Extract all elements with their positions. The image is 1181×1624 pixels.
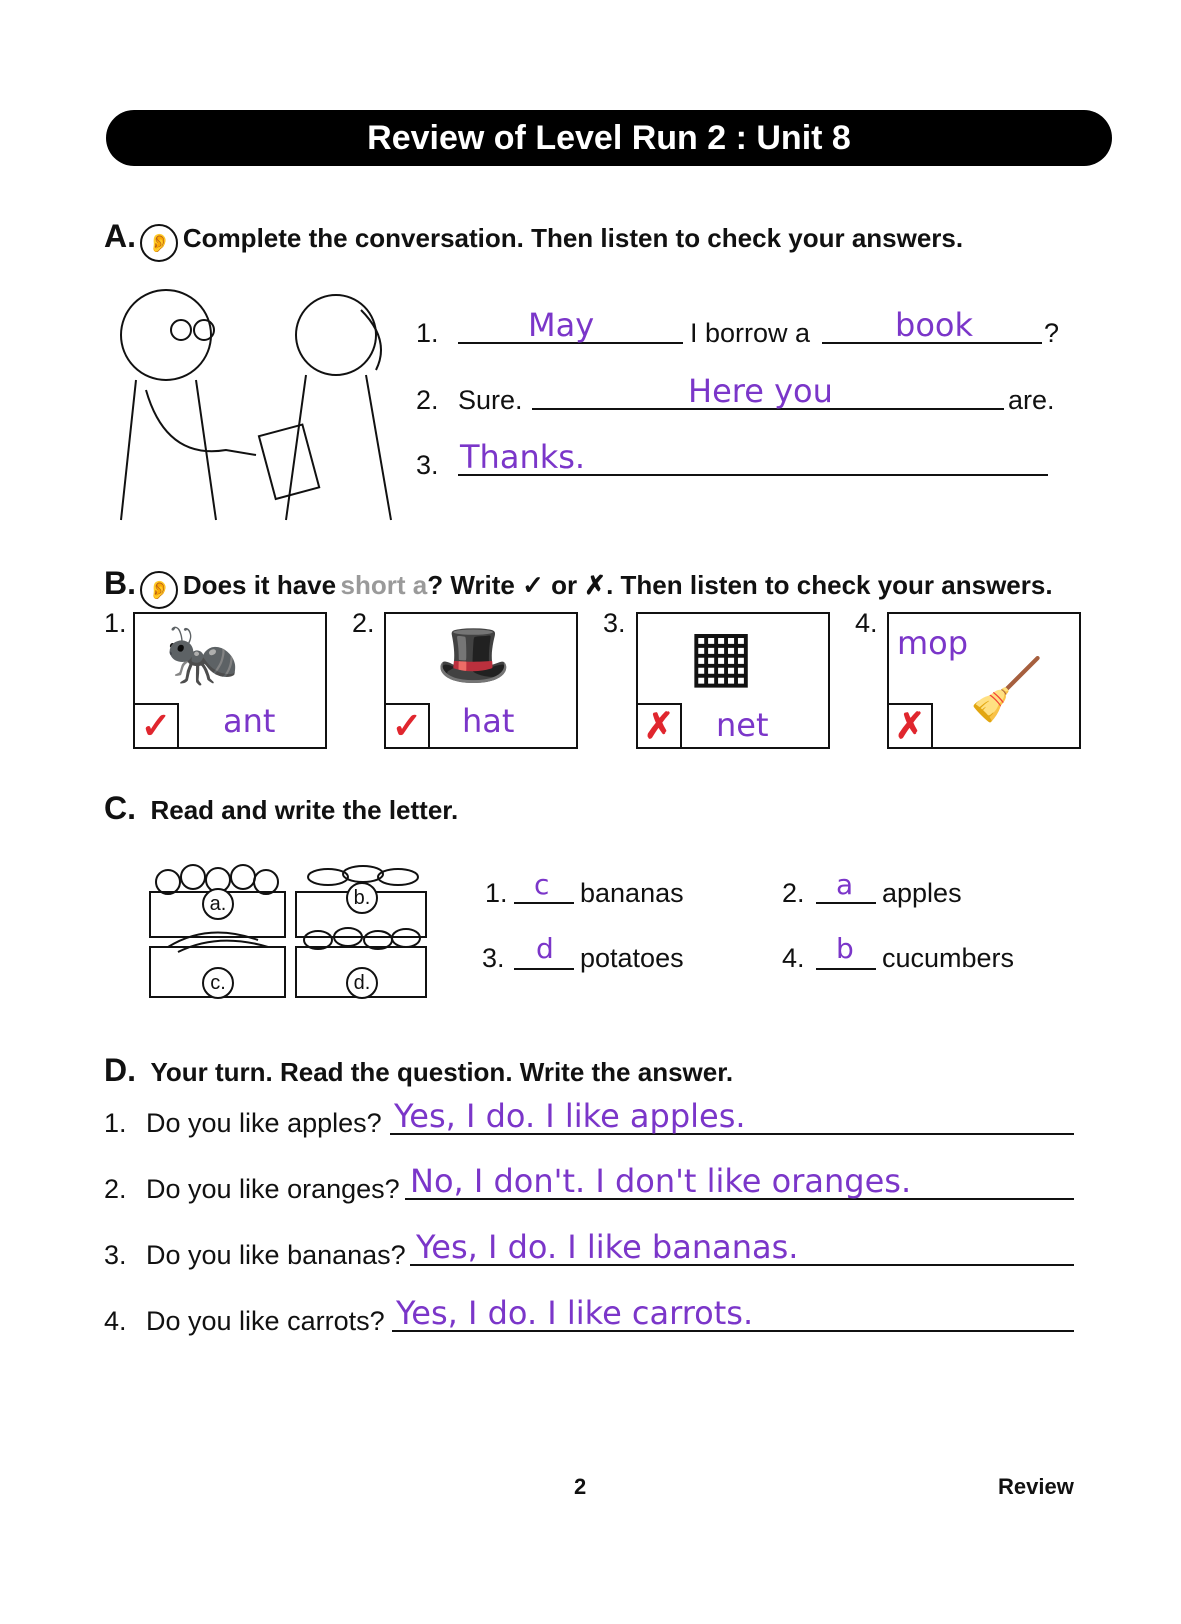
- section-b-instr-2: ? Write ✓ or ✗. Then listen to check your answers.: [427, 570, 1053, 600]
- d4-question: Do you like carrots?: [146, 1306, 385, 1336]
- d-num-4: 4.: [104, 1306, 127, 1336]
- c1-blank[interactable]: [514, 902, 574, 904]
- crates-illustration: [148, 852, 430, 1002]
- d3-question: Do you like bananas?: [146, 1240, 406, 1270]
- a1-answer-2: book: [895, 306, 973, 344]
- d4-answer: Yes, I do. I like carrots.: [396, 1294, 754, 1332]
- boy-head: [121, 290, 211, 380]
- hat-picture: 🎩: [436, 621, 511, 688]
- c1-answer: c: [534, 868, 550, 901]
- b-word-3: net: [716, 706, 769, 744]
- b-item-hat: [384, 612, 578, 749]
- b-mark-2[interactable]: ✓: [386, 703, 430, 747]
- b-num-4: 4.: [855, 608, 878, 638]
- b-mark-1[interactable]: ✓: [135, 703, 179, 747]
- c2-answer: a: [836, 868, 854, 901]
- section-d-header: [104, 1052, 733, 1089]
- d-num-2: 2.: [104, 1174, 127, 1204]
- d-num-1: 1.: [104, 1108, 127, 1138]
- a1-text-end: ?: [1044, 318, 1060, 348]
- d3-answer: Yes, I do. I like bananas.: [416, 1228, 799, 1266]
- d1-answer: Yes, I do. I like apples.: [394, 1097, 746, 1135]
- b-num-1: 1.: [104, 608, 127, 638]
- a2-text-end: are.: [1008, 385, 1055, 415]
- section-a-letter: A.: [104, 218, 136, 254]
- b-mark-4[interactable]: ✗: [889, 703, 933, 747]
- section-b-header: [104, 565, 1053, 609]
- a-num-3: 3.: [416, 450, 439, 480]
- section-d-instruction: Your turn. Read the question. Write the answer.: [150, 1057, 734, 1087]
- c3-blank[interactable]: [514, 968, 574, 970]
- section-a-instruction: Complete the conversation. Then listen to check your answers.: [182, 223, 964, 253]
- listen-icon: 👂: [140, 224, 178, 262]
- b-word-1: ant: [223, 702, 276, 740]
- b-word-2: hat: [462, 702, 515, 740]
- girl-head: [296, 295, 376, 375]
- d1-question: Do you like apples?: [146, 1108, 382, 1138]
- crates-drawing: [148, 852, 430, 1002]
- mop-picture: 🧹: [969, 656, 1044, 723]
- page-number: 2: [574, 1474, 587, 1499]
- crate-label-d: d.: [346, 967, 378, 999]
- section-c-header: [104, 790, 458, 827]
- section-c-letter: C.: [104, 790, 136, 826]
- d2-question: Do you like oranges?: [146, 1174, 400, 1204]
- c-num-3: 3.: [482, 943, 505, 973]
- c3-answer: d: [536, 932, 554, 965]
- section-a-header: [104, 218, 963, 262]
- b-item-mop: [887, 612, 1081, 749]
- ant-picture: 🐜: [165, 621, 240, 688]
- c-num-1: 1.: [485, 878, 508, 908]
- footer-label: Review: [998, 1474, 1074, 1499]
- net-picture: ▦: [688, 616, 755, 694]
- c2-blank[interactable]: [816, 902, 876, 904]
- c4-blank[interactable]: [816, 968, 876, 970]
- page-title: Review of Level Run 2 : Unit 8: [106, 110, 1112, 166]
- b-item-ant: [133, 612, 327, 749]
- d2-answer: No, I don't. I don't like oranges.: [410, 1162, 912, 1200]
- c2-word: apples: [882, 878, 962, 908]
- section-b-instr-1: Does it have: [182, 570, 337, 600]
- a1-text-mid: I borrow a: [690, 318, 811, 348]
- d-num-3: 3.: [104, 1240, 127, 1270]
- crate-label-c: c.: [202, 967, 234, 999]
- c-num-4: 4.: [782, 943, 805, 973]
- book-picture: [259, 425, 319, 499]
- b-num-2: 2.: [352, 608, 375, 638]
- a2-answer: Here you: [688, 372, 833, 410]
- c3-word: potatoes: [580, 943, 684, 973]
- b-num-3: 3.: [603, 608, 626, 638]
- b-word-4: mop: [897, 624, 969, 662]
- children-illustration: [106, 280, 396, 530]
- a-num-2: 2.: [416, 385, 439, 415]
- a3-answer: Thanks.: [460, 438, 586, 476]
- b-mark-3[interactable]: ✗: [638, 703, 682, 747]
- a2-text-before: Sure.: [458, 385, 523, 415]
- c-num-2: 2.: [782, 878, 805, 908]
- listen-icon: 👂: [140, 571, 178, 609]
- a1-answer-1: May: [528, 306, 595, 344]
- section-d-letter: D.: [104, 1052, 136, 1088]
- section-c-instruction: Read and write the letter.: [150, 795, 459, 825]
- section-b-instr-grey: short a: [340, 570, 428, 600]
- crate-label-a: a.: [202, 888, 234, 920]
- a-num-1: 1.: [416, 318, 439, 348]
- c1-word: bananas: [580, 878, 684, 908]
- section-b-letter: B.: [104, 565, 136, 601]
- c4-answer: b: [836, 932, 854, 965]
- c4-word: cucumbers: [882, 943, 1015, 973]
- crate-label-b: b.: [346, 882, 378, 914]
- b-item-net: [636, 612, 830, 749]
